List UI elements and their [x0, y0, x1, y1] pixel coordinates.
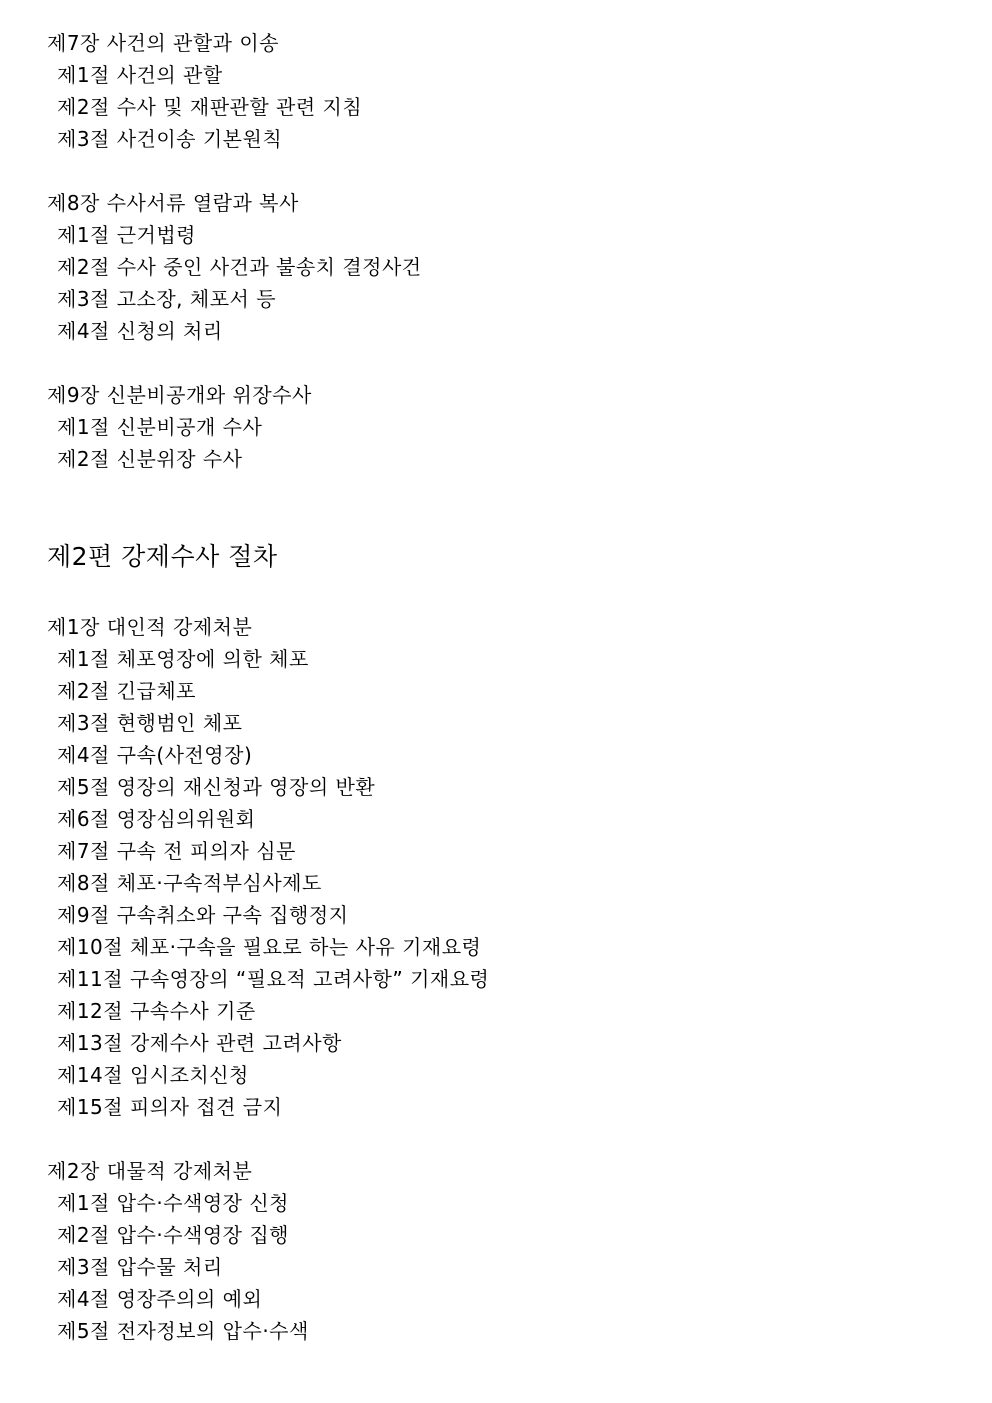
section-item: 제13절 강제수사 관련 고려사항 — [57, 1031, 342, 1055]
section-item: 제5절 전자정보의 압수·수색 — [57, 1319, 309, 1343]
section-item: 제2절 수사 및 재판관할 관련 지침 — [57, 95, 363, 119]
section-item: 제3절 사건이송 기본원칙 — [57, 127, 283, 151]
chapter-heading: 제7장 사건의 관할과 이송 — [47, 31, 279, 55]
section-item: 제4절 신청의 처리 — [57, 319, 223, 343]
section-item: 제4절 구속(사전영장) — [57, 743, 253, 767]
section-item: 제15절 피의자 접견 금지 — [57, 1095, 283, 1119]
section-item: 제14절 임시조치신청 — [57, 1063, 249, 1087]
section-item: 제3절 현행범인 체포 — [57, 711, 243, 735]
section-item: 제1절 신분비공개 수사 — [57, 415, 263, 439]
section-item: 제1절 압수·수색영장 신청 — [57, 1191, 289, 1215]
section-item: 제6절 영장심의위원회 — [57, 807, 256, 831]
section-item: 제9절 구속취소와 구속 집행정지 — [57, 903, 349, 927]
section-item: 제12절 구속수사 기준 — [57, 999, 256, 1023]
section-item: 제2절 긴급체포 — [57, 679, 197, 703]
chapter-heading: 제1장 대인적 강제처분 — [47, 615, 253, 639]
section-item: 제8절 체포·구속적부심사제도 — [57, 871, 322, 895]
section-item: 제5절 영장의 재신청과 영장의 반환 — [57, 775, 376, 799]
section-item: 제2절 신분위장 수사 — [57, 447, 243, 471]
section-item: 제2절 수사 중인 사건과 불송치 결정사건 — [57, 255, 422, 279]
chapter-heading: 제2장 대물적 강제처분 — [47, 1159, 253, 1183]
chapter-heading: 제8장 수사서류 열람과 복사 — [47, 191, 299, 215]
section-item: 제10절 체포·구속을 필요로 하는 사유 기재요령 — [57, 935, 482, 959]
section-item: 제4절 영장주의의 예외 — [57, 1287, 263, 1311]
chapter-heading: 제9장 신분비공개와 위장수사 — [47, 383, 312, 407]
section-item: 제1절 사건의 관할 — [57, 63, 223, 87]
section-item: 제3절 고소장, 체포서 등 — [57, 287, 277, 311]
section-item: 제1절 체포영장에 의한 체포 — [57, 647, 309, 671]
section-item: 제1절 근거법령 — [57, 223, 197, 247]
section-item: 제11절 구속영장의 “필요적 고려사항” 기재요령 — [57, 967, 490, 991]
section-item: 제7절 구속 전 피의자 심문 — [57, 839, 296, 863]
part-title: 제2편 강제수사 절차 — [47, 542, 278, 571]
section-item: 제3절 압수물 처리 — [57, 1255, 223, 1279]
section-item: 제2절 압수·수색영장 집행 — [57, 1223, 289, 1247]
